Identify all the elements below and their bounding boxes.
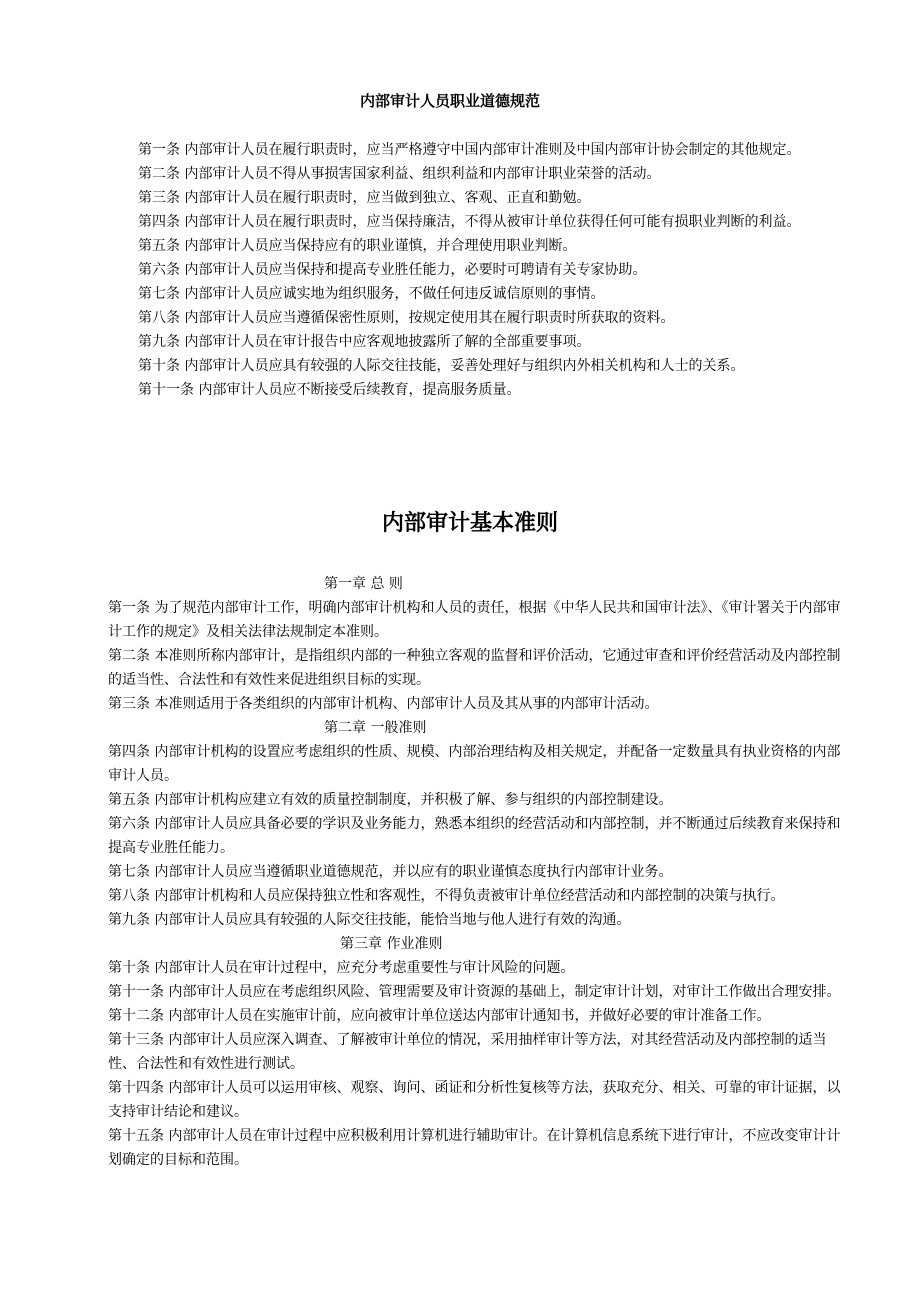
article-paragraph: 第十三条 内部审计人员应深入调查、了解被审计单位的情况，采用抽样审计等方法，对其经营活动及内部控制的适当性、合法性和有效性进行测试。 — [108, 1032, 827, 1072]
article-paragraph: 第十五条 内部审计人员在审计过程中应积极利用计算机进行辅助审计。在计算机信息系统下进行审计，不应改变审计计划确定的目标和范围。 — [108, 1128, 841, 1168]
article-paragraph: 第八条 内部审计机构和人员应保持独立性和客观性，不得负责被审计单位经营活动和内部控制的决策与执行。 — [108, 888, 785, 904]
article-paragraph: 第八条 内部审计人员应当遵循保密性原则，按规定使用其在履行职责时所获取的资料。 — [138, 310, 675, 326]
article-paragraph: 第六条 内部审计人员应当保持和提高专业胜任能力，必要时可聘请有关专家协助。 — [138, 262, 647, 278]
article-paragraph: 第十条 内部审计人员在审计过程中，应充分考虑重要性与审计风险的问题。 — [108, 960, 575, 976]
article-paragraph: 第一条 内部审计人员在履行职责时，应当严格遵守中国内部审计准则及中国内部审计协会制定的其他规定。 — [138, 142, 801, 158]
article-paragraph: 第三条 内部审计人员在履行职责时，应当做到独立、客观、正直和勤勉。 — [138, 190, 591, 206]
article-paragraph: 第九条 内部审计人员在审计报告中应客观地披露所了解的全部重要事项。 — [138, 334, 591, 350]
article-paragraph: 第七条 内部审计人员应当遵循职业道德规范，并以应有的职业谨慎态度执行内部审计业务。 — [108, 864, 673, 880]
article-paragraph: 第四条 内部审计机构的设置应考虑组织的性质、规模、内部治理结构及相关规定，并配备一定数量具有执业资格的内部审计人员。 — [108, 744, 841, 784]
ethics-code-articles — [110, 138, 840, 402]
article-paragraph: 第九条 内部审计人员应具有较强的人际交往技能，能恰当地与他人进行有效的沟通。 — [108, 912, 631, 928]
article-paragraph: 第二条 本准则所称内部审计，是指组织内部的一种独立客观的监督和评价活动，它通过审查和评价经营活动及内部控制的适当性、合法性和有效性来促进组织目标的实现。 — [108, 648, 841, 688]
basic-standards-body — [108, 572, 842, 1172]
article-paragraph: 第十二条 内部审计人员在实施审计前，应向被审计单位送达内部审计通知书，并做好必要的审计准备工作。 — [108, 1008, 771, 1024]
ethics-code-title: 内部审计人员职业道德规范 — [359, 92, 540, 110]
article-paragraph: 第三条 本准则适用于各类组织的内部审计机构、内部审计人员及其从事的内部审计活动。 — [108, 696, 659, 712]
chapter-heading: 第一章 总 则 — [324, 576, 403, 592]
article-paragraph: 第十一条 内部审计人员应在考虑组织风险、管理需要及审计资源的基础上，制定审计计划，对审计工作做出合理安排。 — [108, 984, 841, 1000]
article-paragraph: 第十四条 内部审计人员可以运用审核、观察、询问、函证和分析性复核等方法，获取充分、相关、可靠的审计证据，以支持审计结论和建议。 — [108, 1080, 841, 1120]
article-paragraph: 第二条 内部审计人员不得从事损害国家利益、组织利益和内部审计职业荣誉的活动。 — [138, 166, 661, 182]
article-paragraph: 第一条 为了规范内部审计工作，明确内部审计机构和人员的责任，根据《中华人民共和国审计法》、《审计署关于内部审计工作的规定》及相关法律法规制定本准则。 — [108, 600, 841, 640]
article-paragraph: 第五条 内部审计人员应当保持应有的职业谨慎，并合理使用职业判断。 — [138, 238, 577, 254]
basic-standards-title: 内部审计基本准则 — [381, 510, 558, 536]
chapter-heading: 第三章 作业准则 — [340, 936, 443, 952]
article-paragraph: 第七条 内部审计人员应诚实地为组织服务，不做任何违反诚信原则的事情。 — [138, 286, 605, 302]
article-paragraph: 第十一条 内部审计人员应不断接受后续教育，提高服务质量。 — [138, 382, 521, 398]
article-paragraph: 第六条 内部审计人员应具备必要的学识及业务能力，熟悉本组织的经营活动和内部控制，并不断通过后续教育来保持和提高专业胜任能力。 — [108, 816, 841, 856]
article-paragraph: 第十条 内部审计人员应具有较强的人际交往技能，妥善处理好与组织内外相关机构和人士的关系。 — [138, 358, 745, 374]
chapter-heading: 第二章 一般准则 — [324, 720, 427, 736]
article-paragraph: 第四条 内部审计人员在履行职责时，应当保持廉洁，不得从被审计单位获得任何可能有损职业判断的利益。 — [138, 214, 801, 230]
article-paragraph: 第五条 内部审计机构应建立有效的质量控制制度，并积极了解、参与组织的内部控制建设。 — [108, 792, 673, 808]
